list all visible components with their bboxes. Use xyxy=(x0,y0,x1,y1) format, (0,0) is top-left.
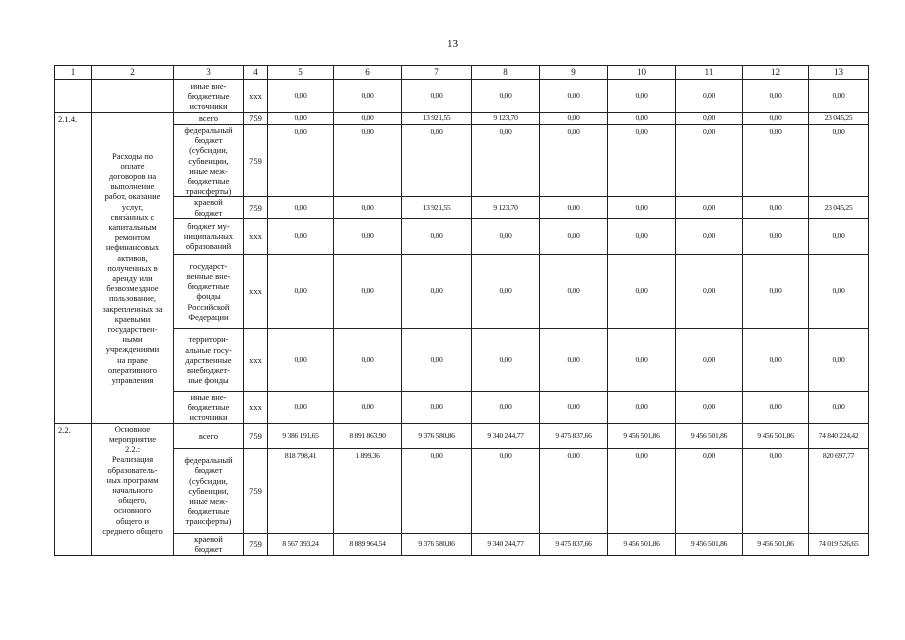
table-row xyxy=(55,328,869,391)
funding-source: федеральный бюджет (субсидии, субвенции, иные меж- бюджетные трансферты) xyxy=(174,125,244,197)
code-cell: ххх xyxy=(244,328,268,391)
value-cell: 0,00 xyxy=(608,448,676,533)
value-cell: 0,00 xyxy=(334,125,402,197)
funding-source: государст- венные вне- бюджетные фонды Российской Федерации xyxy=(174,254,244,328)
code-cell: 759 xyxy=(244,197,268,218)
value-cell: 0,00 xyxy=(676,80,743,113)
value-cell: 0,00 xyxy=(402,448,472,533)
budget-table xyxy=(54,65,869,556)
value-cell: 0,00 xyxy=(743,113,809,125)
value-cell: 0,00 xyxy=(472,125,540,197)
table-row xyxy=(55,125,869,197)
value-cell: 9 123,70 xyxy=(472,113,540,125)
value-cell: 74 840 224,42 xyxy=(809,423,869,448)
value-cell: 0,00 xyxy=(540,218,608,254)
table-row xyxy=(55,448,869,533)
value-cell: 0,00 xyxy=(540,197,608,218)
page-number: 13 xyxy=(447,38,458,50)
value-cell: 0,00 xyxy=(809,328,869,391)
row-code: 2.1.4. xyxy=(55,113,92,424)
value-cell: 0,00 xyxy=(676,254,743,328)
value-cell: 0,00 xyxy=(676,197,743,218)
value-cell: 9 376 580,86 xyxy=(402,423,472,448)
header-cell: 1 xyxy=(55,66,92,80)
row-title: Основное мероприятие 2.2.: Реализация образователь- ных программ начального общего, основного общего и среднего общего xyxy=(92,423,174,555)
value-cell: 9 456 501,86 xyxy=(743,533,809,555)
value-cell: 0,00 xyxy=(334,80,402,113)
value-cell: 0,00 xyxy=(809,254,869,328)
value-cell: 0,00 xyxy=(472,218,540,254)
value-cell: 23 045,25 xyxy=(809,197,869,218)
value-cell: 0,00 xyxy=(472,328,540,391)
funding-source: бюджет му- ниципальных образований xyxy=(174,218,244,254)
value-cell: 9 456 501,86 xyxy=(608,533,676,555)
header-cell: 2 xyxy=(92,66,174,80)
value-cell: 0,00 xyxy=(676,448,743,533)
funding-source: территори- альные госу- дарственные внебюджет- ные фонды xyxy=(174,328,244,391)
funding-source: всего xyxy=(174,113,244,125)
value-cell: 0,00 xyxy=(809,391,869,423)
value-cell: 9 123,70 xyxy=(472,197,540,218)
header-cell: 11 xyxy=(676,66,743,80)
value-cell: 0,00 xyxy=(268,218,334,254)
table-row xyxy=(55,391,869,423)
value-cell: 0,00 xyxy=(608,391,676,423)
value-cell: 0,00 xyxy=(268,113,334,125)
value-cell: 0,00 xyxy=(334,254,402,328)
value-cell: 0,00 xyxy=(676,113,743,125)
value-cell: 0,00 xyxy=(402,125,472,197)
code-cell: 759 xyxy=(244,448,268,533)
table-row xyxy=(55,533,869,555)
value-cell: 0,00 xyxy=(540,125,608,197)
code-cell: 759 xyxy=(244,423,268,448)
value-cell: 0,00 xyxy=(472,391,540,423)
value-cell: 8 891 863,90 xyxy=(334,423,402,448)
header-cell: 10 xyxy=(608,66,676,80)
value-cell: 0,00 xyxy=(743,80,809,113)
value-cell: 9 456 501,86 xyxy=(676,533,743,555)
value-cell: 0,00 xyxy=(540,448,608,533)
value-cell: 0,00 xyxy=(743,254,809,328)
header-cell: 5 xyxy=(268,66,334,80)
value-cell: 0,00 xyxy=(743,125,809,197)
value-cell: 0,00 xyxy=(334,113,402,125)
value-cell: 0,00 xyxy=(608,218,676,254)
code-cell: 759 xyxy=(244,113,268,125)
table-row xyxy=(55,218,869,254)
value-cell: 0,00 xyxy=(743,197,809,218)
funding-source: иные вне- бюджетные источники xyxy=(174,80,244,113)
header-cell: 8 xyxy=(472,66,540,80)
value-cell: 0,00 xyxy=(809,218,869,254)
value-cell: 0,00 xyxy=(268,197,334,218)
funding-source: краевой бюджет xyxy=(174,533,244,555)
value-cell: 0,00 xyxy=(743,448,809,533)
value-cell: 9 376 580,86 xyxy=(402,533,472,555)
funding-source: краевой бюджет xyxy=(174,197,244,218)
value-cell: 0,00 xyxy=(540,113,608,125)
value-cell: 0,00 xyxy=(268,391,334,423)
code-cell: ххх xyxy=(244,254,268,328)
code-cell: ххх xyxy=(244,218,268,254)
header-cell: 3 xyxy=(174,66,244,80)
value-cell: 0,00 xyxy=(743,328,809,391)
value-cell: 0,00 xyxy=(676,125,743,197)
value-cell: 0,00 xyxy=(472,80,540,113)
value-cell: 0,00 xyxy=(402,218,472,254)
value-cell: 0,00 xyxy=(402,328,472,391)
code-cell: ххх xyxy=(244,391,268,423)
row-code xyxy=(55,80,92,113)
value-cell: 0,00 xyxy=(334,391,402,423)
table-row xyxy=(55,113,869,125)
value-cell: 0,00 xyxy=(334,218,402,254)
value-cell: 820 697,77 xyxy=(809,448,869,533)
value-cell: 74 019 526,65 xyxy=(809,533,869,555)
value-cell: 13 921,55 xyxy=(402,197,472,218)
header-row xyxy=(55,66,869,80)
value-cell: 8 889 964,54 xyxy=(334,533,402,555)
code-cell: 759 xyxy=(244,533,268,555)
row-title: Расходы по оплате договоров на выполнение работ, оказание услуг, связанных с капитальным ремонтом нефинансовых активов, полученных в аренду или безвозмездное пользование, закрепленных за краевыми государствен- ными учреждениями на праве оперативного управления xyxy=(92,113,174,424)
value-cell: 23 045,25 xyxy=(809,113,869,125)
value-cell: 1 899,36 xyxy=(334,448,402,533)
value-cell: 0,00 xyxy=(540,80,608,113)
header-cell: 12 xyxy=(743,66,809,80)
row-title xyxy=(92,80,174,113)
value-cell: 0,00 xyxy=(608,80,676,113)
value-cell: 9 456 501,86 xyxy=(676,423,743,448)
code-cell: 759 xyxy=(244,125,268,197)
value-cell: 9 475 837,66 xyxy=(540,423,608,448)
header-cell: 6 xyxy=(334,66,402,80)
table-row xyxy=(55,423,869,448)
code-cell: ххх xyxy=(244,80,268,113)
table-row xyxy=(55,197,869,218)
value-cell: 0,00 xyxy=(540,328,608,391)
value-cell: 0,00 xyxy=(743,391,809,423)
value-cell: 13 921,55 xyxy=(402,113,472,125)
value-cell: 9 340 244,77 xyxy=(472,423,540,448)
value-cell: 0,00 xyxy=(334,328,402,391)
value-cell: 0,00 xyxy=(334,197,402,218)
value-cell: 0,00 xyxy=(540,254,608,328)
funding-source: федеральный бюджет (субсидии, субвенции, иные меж- бюджетные трансферты) xyxy=(174,448,244,533)
value-cell: 0,00 xyxy=(809,80,869,113)
value-cell: 0,00 xyxy=(268,328,334,391)
value-cell: 818 798,41 xyxy=(268,448,334,533)
table-row xyxy=(55,80,869,113)
table-row xyxy=(55,254,869,328)
value-cell: 9 456 501,86 xyxy=(743,423,809,448)
value-cell: 0,00 xyxy=(608,328,676,391)
value-cell: 0,00 xyxy=(472,254,540,328)
value-cell: 0,00 xyxy=(608,113,676,125)
header-cell: 9 xyxy=(540,66,608,80)
header-cell: 13 xyxy=(809,66,869,80)
value-cell: 0,00 xyxy=(540,391,608,423)
value-cell: 9 340 244,77 xyxy=(472,533,540,555)
value-cell: 0,00 xyxy=(472,448,540,533)
value-cell: 0,00 xyxy=(608,254,676,328)
value-cell: 0,00 xyxy=(676,391,743,423)
funding-source: всего xyxy=(174,423,244,448)
value-cell: 0,00 xyxy=(268,254,334,328)
value-cell: 0,00 xyxy=(676,328,743,391)
value-cell: 0,00 xyxy=(402,80,472,113)
value-cell: 9 475 837,66 xyxy=(540,533,608,555)
value-cell: 0,00 xyxy=(402,254,472,328)
value-cell: 0,00 xyxy=(402,391,472,423)
value-cell: 0,00 xyxy=(608,197,676,218)
header-cell: 7 xyxy=(402,66,472,80)
value-cell: 0,00 xyxy=(676,218,743,254)
value-cell: 8 567 393,24 xyxy=(268,533,334,555)
row-code: 2.2. xyxy=(55,423,92,555)
value-cell: 9 456 501,86 xyxy=(608,423,676,448)
value-cell: 9 386 191,65 xyxy=(268,423,334,448)
value-cell: 0,00 xyxy=(608,125,676,197)
value-cell: 0,00 xyxy=(268,80,334,113)
value-cell: 0,00 xyxy=(268,125,334,197)
value-cell: 0,00 xyxy=(743,218,809,254)
funding-source: иные вне- бюджетные источники xyxy=(174,391,244,423)
value-cell: 0,00 xyxy=(809,125,869,197)
header-cell: 4 xyxy=(244,66,268,80)
